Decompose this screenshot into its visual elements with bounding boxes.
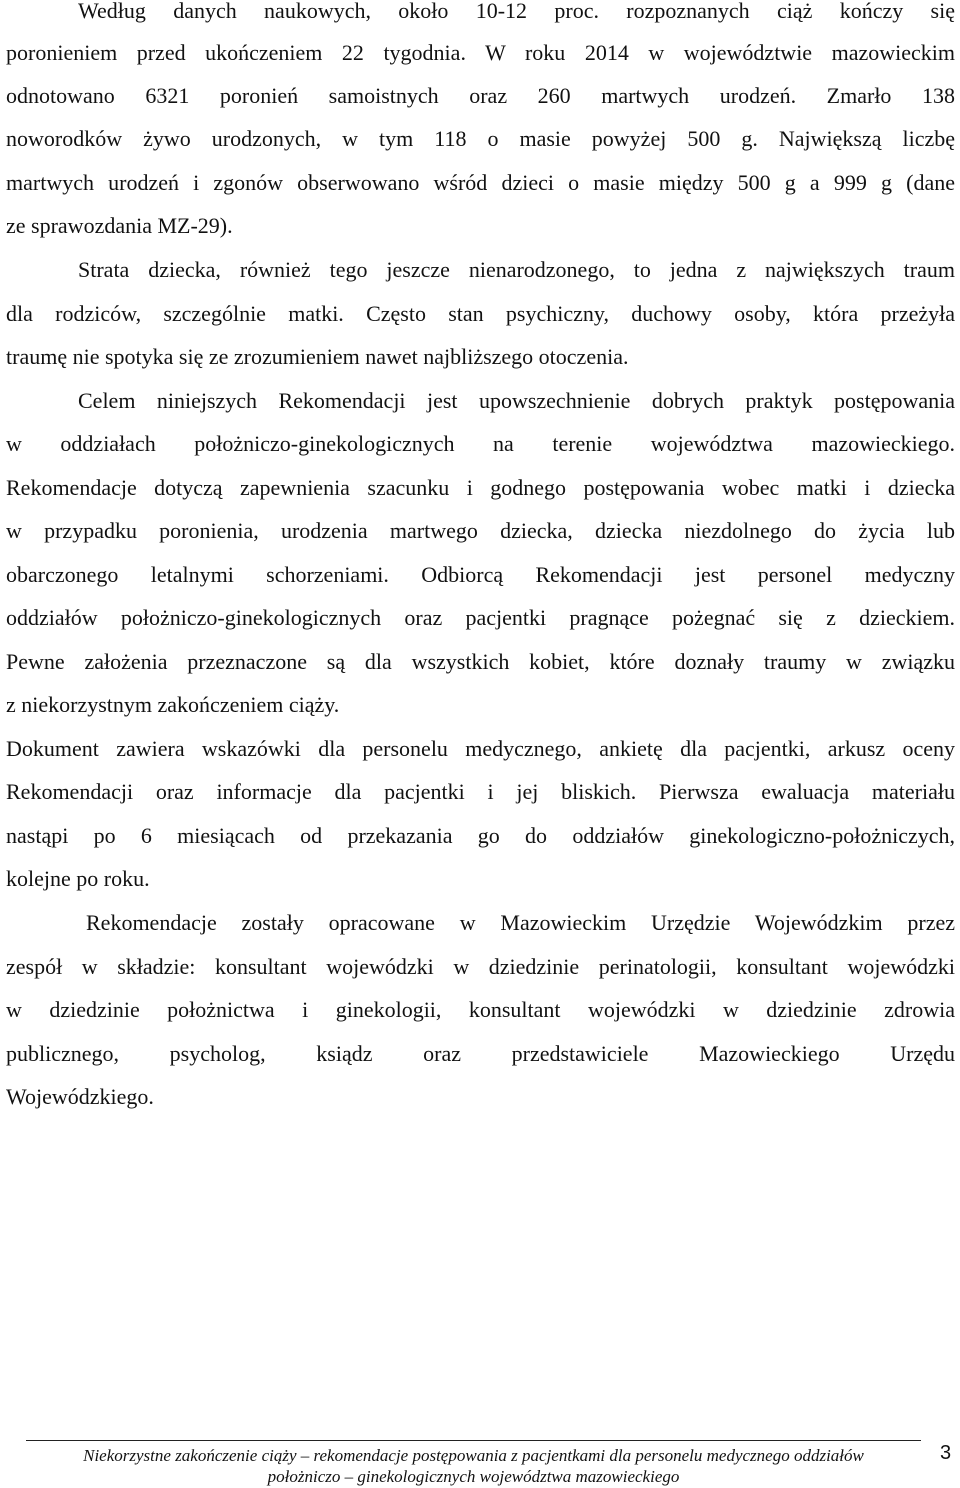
- paragraph-line: Pewne założenia przeznaczone są dla wszystkich kobiet, które doznały traumy w związku: [6, 649, 955, 674]
- paragraph-line: nastąpi po 6 miesiącach od przekazania go do oddziałów ginekologiczno-położniczych,: [6, 823, 955, 848]
- paragraph-line: obarczonego letalnymi schorzeniami. Odbiorcą Rekomendacji jest personel medyczny: [6, 562, 955, 587]
- footer-title: Niekorzystne zakończenie ciąży – rekomendacje postępowania z pacjentkami dla personelu medycznego oddziałów: [83, 1446, 864, 1465]
- paragraph-line: Celem niniejszych Rekomendacji jest upowszechnienie dobrych praktyk postępowania: [78, 388, 955, 413]
- paragraph-line: zespół w składzie: konsultant wojewódzki w dziedzinie perinatologii, konsultant wojewódzki: [6, 954, 955, 979]
- paragraph-line: Rekomendacje dotyczą zapewnienia szacunku i godnego postępowania wobec matki i dziecka: [6, 475, 955, 500]
- paragraph-line: ze sprawozdania MZ-29).: [6, 213, 233, 238]
- paragraph-line: z niekorzystnym zakończeniem ciąży.: [6, 692, 340, 717]
- paragraph-line: publicznego, psycholog, ksiądz oraz przedstawiciele Mazowieckiego Urzędu: [6, 1041, 955, 1066]
- footer-divider: [26, 1440, 921, 1441]
- paragraph-line: Wojewódzkiego.: [6, 1084, 154, 1109]
- paragraph-line: Rekomendacje zostały opracowane w Mazowieckim Urzędzie Wojewódzkim przez: [86, 910, 955, 935]
- paragraph-line: Rekomendacji oraz informacje dla pacjentki i jej bliskich. Pierwsza ewaluacja materiału: [6, 779, 955, 804]
- paragraph-line: martwych urodzeń i zgonów obserwowano wśród dzieci o masie między 500 g a 999 g (dane: [6, 170, 955, 195]
- paragraph-line: dla rodziców, szczególnie matki. Często stan psychiczny, duchowy osoby, która przeżyła: [6, 301, 955, 326]
- paragraph-line: kolejne po roku.: [6, 866, 150, 891]
- paragraph-line: noworodków żywo urodzonych, w tym 118 o masie powyżej 500 g. Największą liczbę: [6, 126, 955, 151]
- paragraph-line: traumę nie spotyka się ze zrozumieniem nawet najbliższego otoczenia.: [6, 344, 629, 369]
- paragraph-line: Dokument zawiera wskazówki dla personelu medycznego, ankietę dla pacjentki, arkusz oceny: [6, 736, 955, 761]
- paragraph-line: w oddziałach położniczo-ginekologicznych na terenie województwa mazowieckiego.: [6, 431, 955, 456]
- paragraph-line: Strata dziecka, również tego jeszcze nienarodzonego, to jedna z największych traum: [78, 257, 955, 282]
- paragraph-line: odnotowano 6321 poronień samoistnych oraz 260 martwych urodzeń. Zmarło 138: [6, 83, 955, 108]
- paragraph-line: w przypadku poronienia, urodzenia martwego dziecka, dziecka niezdolnego do życia lub: [6, 518, 955, 543]
- paragraph-line: oddziałów położniczo-ginekologicznych oraz pacjentki pragnące pożegnać się z dzieckiem.: [6, 605, 955, 630]
- page-number: 3: [940, 1442, 952, 1464]
- paragraph-line: Według danych naukowych, około 10-12 proc. rozpoznanych ciąż kończy się: [78, 0, 955, 23]
- paragraph-line: w dziedzinie położnictwa i ginekologii, konsultant wojewódzki w dziedzinie zdrowia: [6, 997, 955, 1022]
- paragraph-line: poronieniem przed ukończeniem 22 tygodnia. W roku 2014 w województwie mazowieckim: [6, 40, 955, 65]
- footer-subtitle: położniczo – ginekologicznych województwa mazowieckiego: [267, 1467, 680, 1486]
